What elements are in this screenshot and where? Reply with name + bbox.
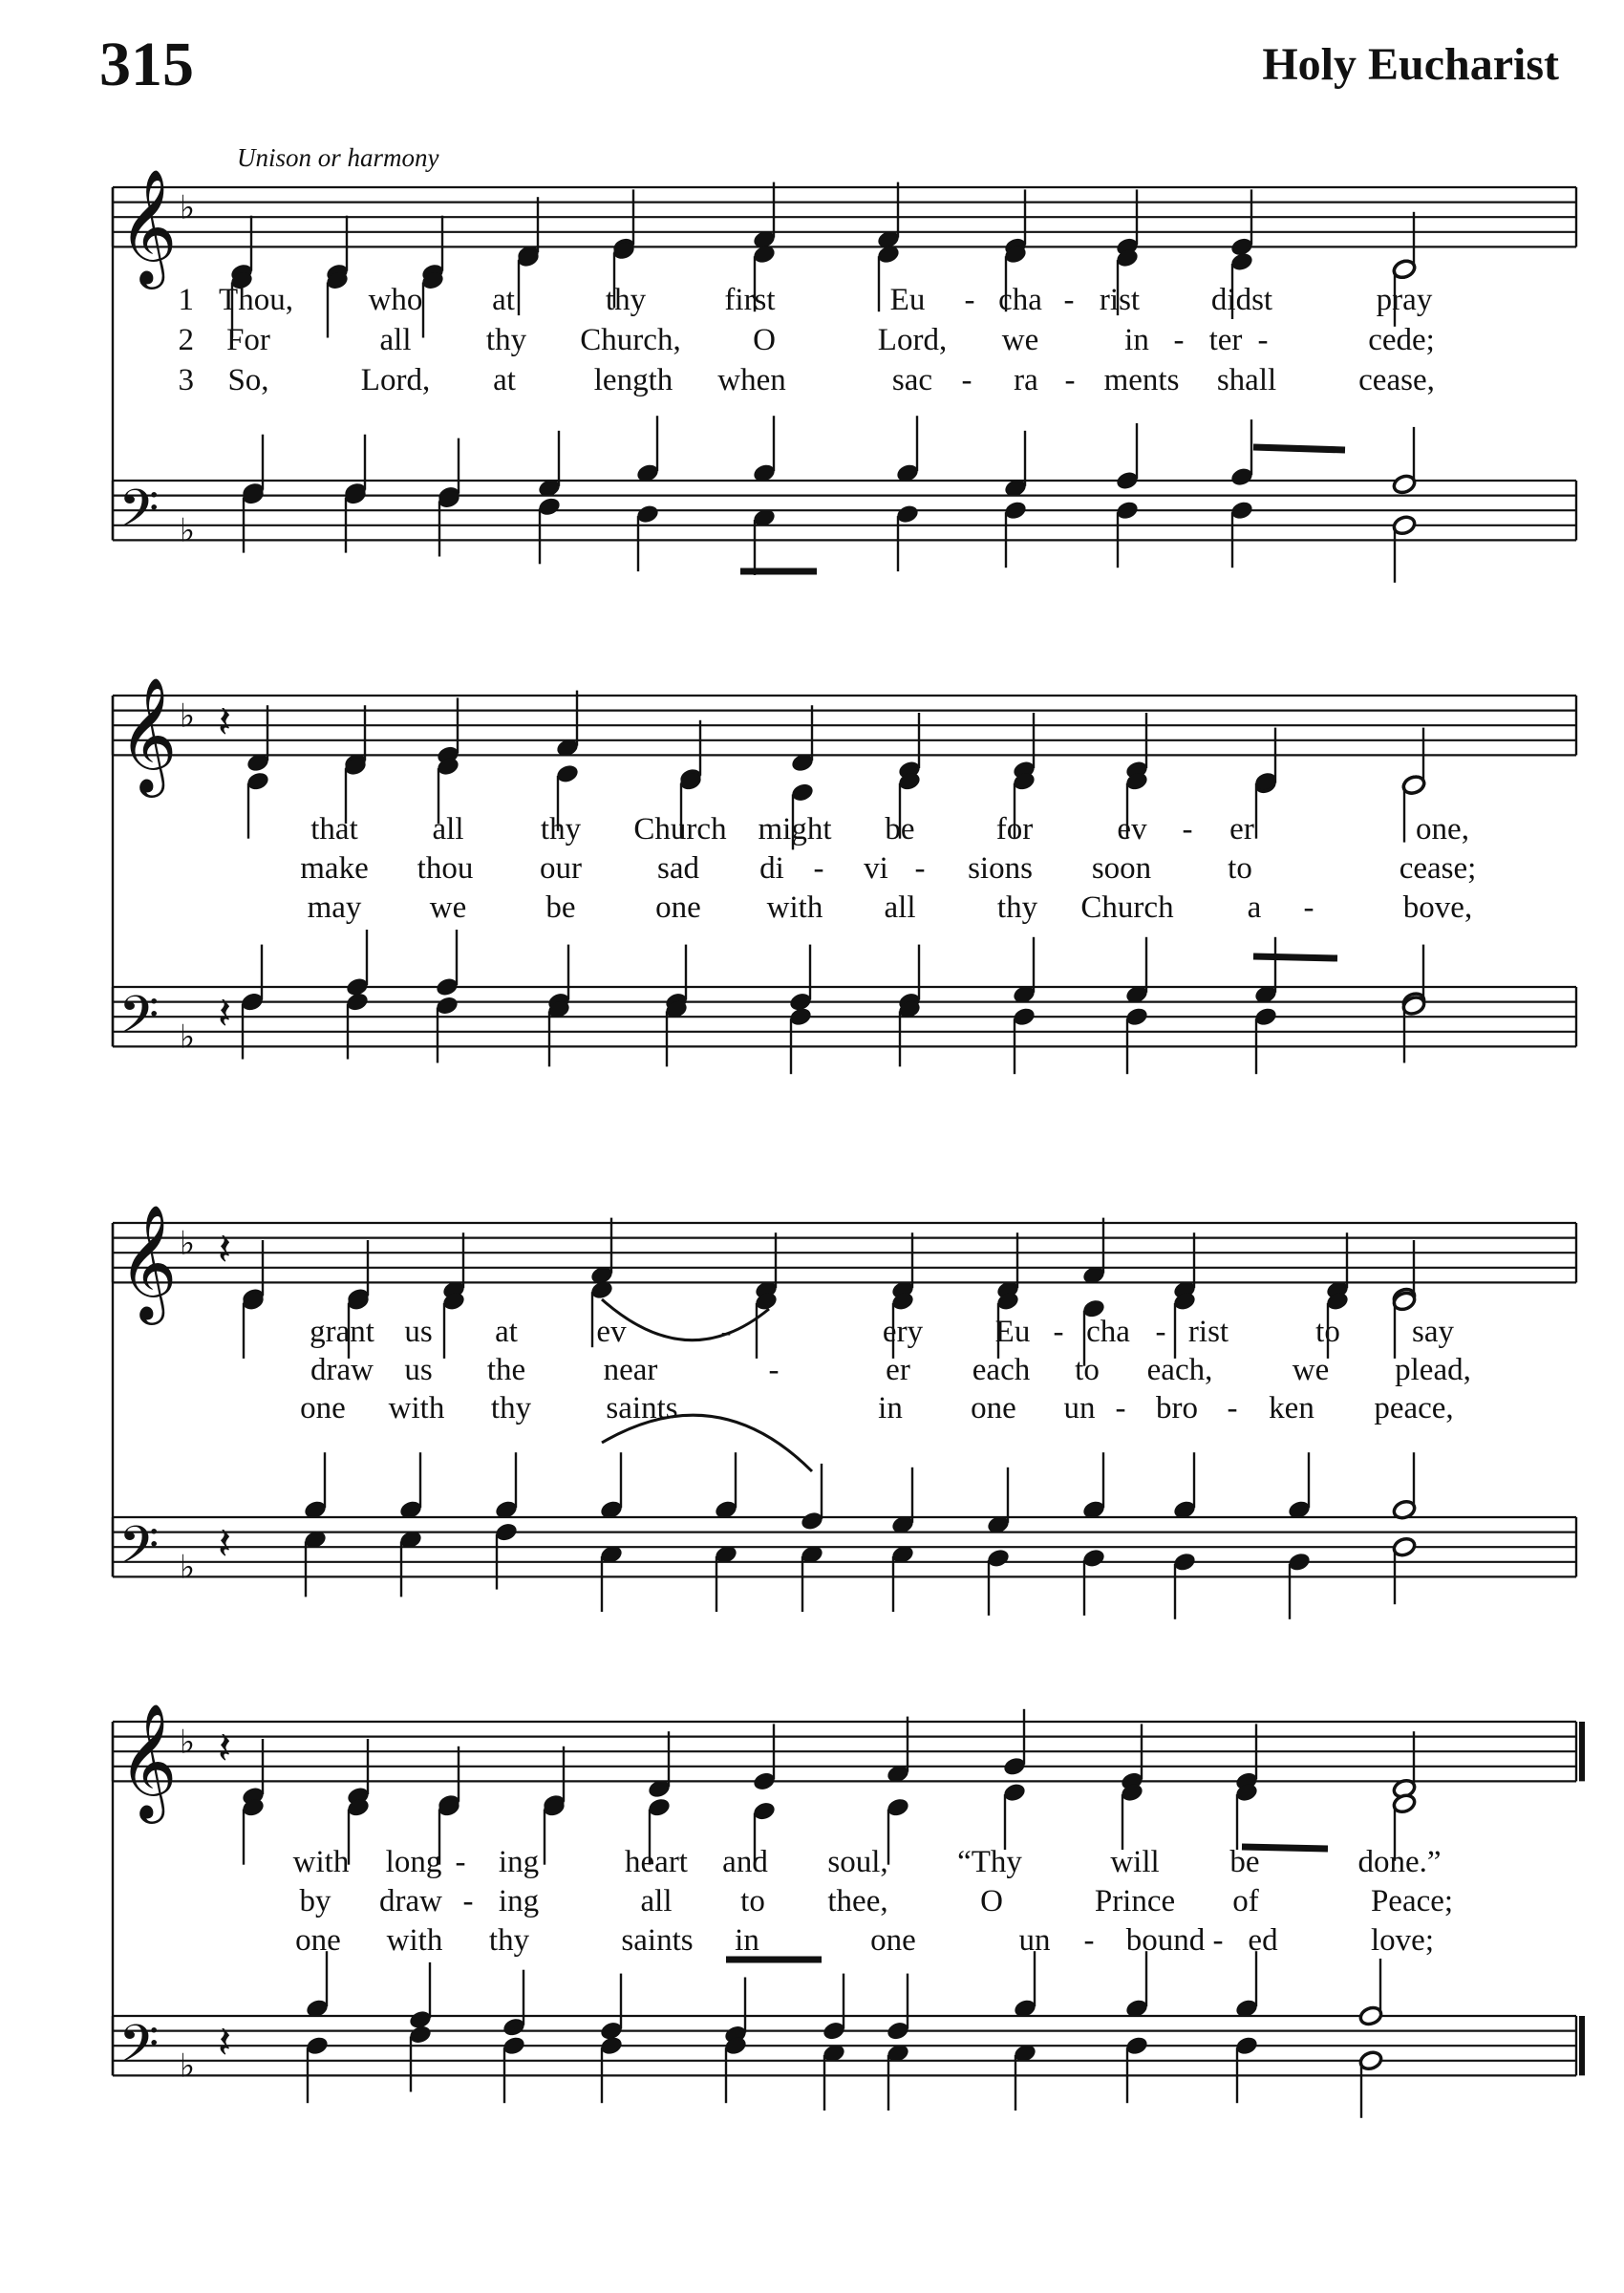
bass-clef-icon: 𝄢 [118, 1514, 160, 1589]
lyric-syllable: - [1155, 1315, 1166, 1349]
lyric-syllable: thy [488, 1923, 530, 1958]
lyric-syllable: O [753, 323, 776, 357]
lyric-syllable: say [1412, 1315, 1454, 1349]
lyric-syllable: we [1001, 323, 1039, 357]
lyric-syllable: er [1229, 812, 1254, 846]
lyric-syllable: in [1124, 323, 1149, 357]
lyric-syllable: - [1227, 1391, 1238, 1425]
lyric-syllable: all [379, 323, 412, 357]
lyric-syllable: one [971, 1391, 1016, 1425]
lyric-syllable: Church, [580, 323, 681, 357]
lyric-syllable: Eu [994, 1315, 1031, 1349]
lyric-syllable: Church [633, 812, 727, 846]
lyric-syllable: ter [1208, 323, 1243, 357]
lyric-syllable: to [1228, 851, 1252, 886]
lyric-syllable: by [299, 1884, 331, 1918]
quarter-rest-icon: 𝄽 [218, 987, 232, 1039]
lyric-syllable: ra [1014, 363, 1038, 397]
lyric-syllable: peace, [1374, 1391, 1454, 1425]
lyric-syllable: when [717, 363, 786, 397]
lyric-syllable: cease; [1399, 851, 1477, 886]
lyric-syllable: and [722, 1845, 768, 1879]
lyric-syllable: - [813, 851, 824, 886]
lyric-syllable: saints [606, 1391, 678, 1425]
lyric-syllable: draw [310, 1353, 374, 1387]
lyric-syllable: draw [379, 1884, 442, 1918]
lyric-syllable: - [720, 1315, 732, 1349]
lyric-syllable: Prince [1094, 1884, 1176, 1918]
lyric-syllable: rist [1187, 1315, 1229, 1349]
lyric-syllable: - [914, 851, 926, 886]
lyric-syllable: So, [227, 363, 269, 397]
lyric-syllable: in [735, 1923, 759, 1958]
lyric-syllable: be [1229, 1845, 1260, 1879]
lyric-syllable: thy [485, 323, 527, 357]
lyric-syllable: ed [1248, 1923, 1278, 1958]
lyric-syllable: - [1053, 1315, 1064, 1349]
lyric-syllable: ev [596, 1315, 627, 1349]
bass-clef-icon: 𝄢 [118, 478, 160, 552]
lyric-syllable: all [640, 1884, 673, 1918]
key-signature-flat-icon: ♭ [180, 1723, 196, 1762]
lyric-syllable: one [870, 1923, 916, 1958]
lyric-syllable: one, [1416, 812, 1469, 846]
quarter-rest-icon: 𝄽 [218, 2016, 232, 2068]
lyric-syllable: each [972, 1353, 1031, 1387]
lyric-syllable: heart [625, 1845, 688, 1879]
lyric-syllable: Eu [889, 283, 926, 317]
lyric-syllable: cha [998, 283, 1042, 317]
lyric-syllable: - [1173, 323, 1185, 357]
lyric-syllable: - [1063, 283, 1075, 317]
lyric-syllable: we [429, 890, 467, 925]
slur [602, 1299, 769, 1340]
lyric-syllable: one [300, 1391, 346, 1425]
lyric-syllable: saints [621, 1923, 694, 1958]
key-signature-flat-icon: ♭ [180, 1548, 196, 1587]
verse-number: 3 [178, 363, 194, 397]
quarter-rest-icon: 𝄽 [218, 696, 232, 748]
hymn-number: 315 [99, 30, 194, 99]
treble-clef-icon: 𝄞 [118, 1203, 178, 1320]
lyric-syllable: the [486, 1353, 526, 1387]
lyric-syllable: sad [657, 851, 699, 886]
lyric-syllable: shall [1216, 363, 1277, 397]
lyric-syllable: - [768, 1353, 780, 1387]
lyric-syllable: ev [1117, 812, 1147, 846]
lyric-syllable: near [603, 1353, 658, 1387]
lyric-syllable: our [540, 851, 582, 886]
lyric-syllable: - [1257, 323, 1269, 357]
verse-number: 1 [178, 283, 194, 317]
lyric-syllable: - [1064, 363, 1076, 397]
lyric-syllable: with [766, 890, 823, 925]
lyric-syllable: a [1247, 890, 1262, 925]
quarter-rest-icon: 𝄽 [218, 1223, 232, 1275]
lyric-syllable: - [1303, 890, 1314, 925]
lyric-syllable: of [1232, 1884, 1259, 1918]
lyric-syllable: to [1315, 1315, 1340, 1349]
lyric-syllable: thy [605, 283, 647, 317]
lyric-syllable: - [1115, 1391, 1126, 1425]
lyric-syllable: ing [498, 1884, 540, 1918]
lyric-syllable: bove, [1402, 890, 1473, 925]
beam [1253, 956, 1337, 958]
lyric-syllable: may [307, 890, 362, 925]
lyric-syllable: cha [1086, 1315, 1130, 1349]
bass-clef-icon: 𝄢 [118, 984, 160, 1059]
lyric-syllable: we [1292, 1353, 1330, 1387]
lyric-syllable: un [1063, 1391, 1096, 1425]
lyric-syllable: cede; [1368, 323, 1435, 357]
lyric-syllable: - [1083, 1923, 1095, 1958]
lyric-syllable: ing [498, 1845, 540, 1879]
lyric-syllable: plead, [1395, 1353, 1471, 1387]
key-signature-flat-icon: ♭ [180, 696, 196, 736]
lyric-syllable: er [886, 1353, 910, 1387]
key-signature-flat-icon: ♭ [180, 1224, 196, 1263]
lyric-syllable: bound [1125, 1923, 1206, 1958]
lyric-syllable: for [995, 812, 1034, 846]
lyric-syllable: be [545, 890, 576, 925]
bass-clef-icon: 𝄢 [118, 2013, 160, 2088]
lyric-syllable: be [885, 812, 915, 846]
treble-clef-icon: 𝄞 [118, 1702, 178, 1819]
quarter-rest-icon: 𝄽 [218, 1517, 232, 1570]
lyric-syllable: O [980, 1884, 1003, 1918]
lyric-syllable: vi [864, 851, 888, 886]
lyric-syllable: us [404, 1315, 433, 1349]
lyric-syllable: Lord, [360, 363, 431, 397]
lyric-syllable: cease, [1358, 363, 1435, 397]
lyric-syllable: ments [1103, 363, 1180, 397]
lyric-syllable: di [759, 851, 784, 886]
lyric-syllable: to [740, 1884, 765, 1918]
lyric-syllable: who [368, 283, 423, 317]
beam [1253, 447, 1345, 450]
lyric-syllable: long [385, 1845, 442, 1879]
lyric-syllable: For [226, 323, 270, 357]
lyric-syllable: Peace; [1370, 1884, 1454, 1918]
lyric-syllable: grant [310, 1315, 374, 1349]
lyric-syllable: with [292, 1845, 350, 1879]
lyric-syllable: rist [1099, 283, 1141, 317]
lyric-syllable: Church [1080, 890, 1174, 925]
lyric-syllable: didst [1210, 283, 1273, 317]
lyric-syllable: thou [417, 851, 474, 886]
lyric-syllable: length [593, 363, 673, 397]
lyric-syllable: - [455, 1845, 466, 1879]
lyric-syllable: all [884, 890, 916, 925]
lyric-syllable: at [493, 363, 516, 397]
lyric-syllable: soul, [827, 1845, 888, 1879]
verse-number: 2 [178, 323, 194, 357]
lyric-syllable: - [961, 363, 972, 397]
lyric-syllable: with [388, 1391, 445, 1425]
lyric-syllable: one [655, 890, 701, 925]
key-signature-flat-icon: ♭ [180, 1018, 196, 1057]
lyric-syllable: - [462, 1884, 474, 1918]
lyric-syllable: might [758, 812, 832, 846]
lyric-syllable: “Thy [957, 1845, 1022, 1879]
treble-clef-icon: 𝄞 [118, 675, 178, 793]
lyric-syllable: sions [968, 851, 1033, 886]
lyric-syllable: with [386, 1923, 443, 1958]
lyric-syllable: love; [1371, 1923, 1434, 1958]
lyric-syllable: at [495, 1315, 518, 1349]
lyric-syllable: pray [1376, 283, 1433, 317]
lyric-syllable: that [310, 812, 358, 846]
lyric-syllable: un [1018, 1923, 1051, 1958]
lyric-syllable: - [1212, 1923, 1224, 1958]
section-title: Holy Eucharist [1262, 39, 1559, 90]
quarter-rest-icon: 𝄽 [218, 1722, 232, 1774]
lyric-syllable: Thou, [219, 283, 293, 317]
lyric-syllable: make [300, 851, 369, 886]
lyric-syllable: all [432, 812, 464, 846]
lyric-syllable: ken [1269, 1391, 1314, 1425]
lyric-syllable: one [295, 1923, 341, 1958]
lyric-syllable: - [1182, 812, 1193, 846]
lyric-syllable: us [404, 1353, 433, 1387]
lyric-syllable: to [1075, 1353, 1100, 1387]
lyric-syllable: first [724, 283, 776, 317]
lyric-syllable: sac [891, 363, 933, 397]
lyric-syllable: soon [1091, 851, 1152, 886]
lyric-syllable: thee, [827, 1884, 888, 1918]
key-signature-flat-icon: ♭ [180, 188, 196, 227]
lyric-syllable: will [1110, 1845, 1160, 1879]
lyric-syllable: thy [490, 1391, 532, 1425]
key-signature-flat-icon: ♭ [180, 511, 196, 550]
performance-direction: Unison or harmony [237, 143, 439, 172]
lyric-syllable: bro [1156, 1391, 1198, 1425]
treble-clef-icon: 𝄞 [118, 167, 178, 285]
lyric-syllable: in [878, 1391, 903, 1425]
lyric-syllable: done.” [1357, 1845, 1442, 1879]
key-signature-flat-icon: ♭ [180, 2047, 196, 2086]
lyric-syllable: each, [1146, 1353, 1213, 1387]
lyric-syllable: ery [882, 1315, 924, 1349]
lyric-syllable: - [964, 283, 975, 317]
lyric-syllable: Lord, [877, 323, 948, 357]
lyric-syllable: at [492, 283, 515, 317]
lyric-syllable: thy [540, 812, 582, 846]
lyric-syllable: thy [996, 890, 1038, 925]
